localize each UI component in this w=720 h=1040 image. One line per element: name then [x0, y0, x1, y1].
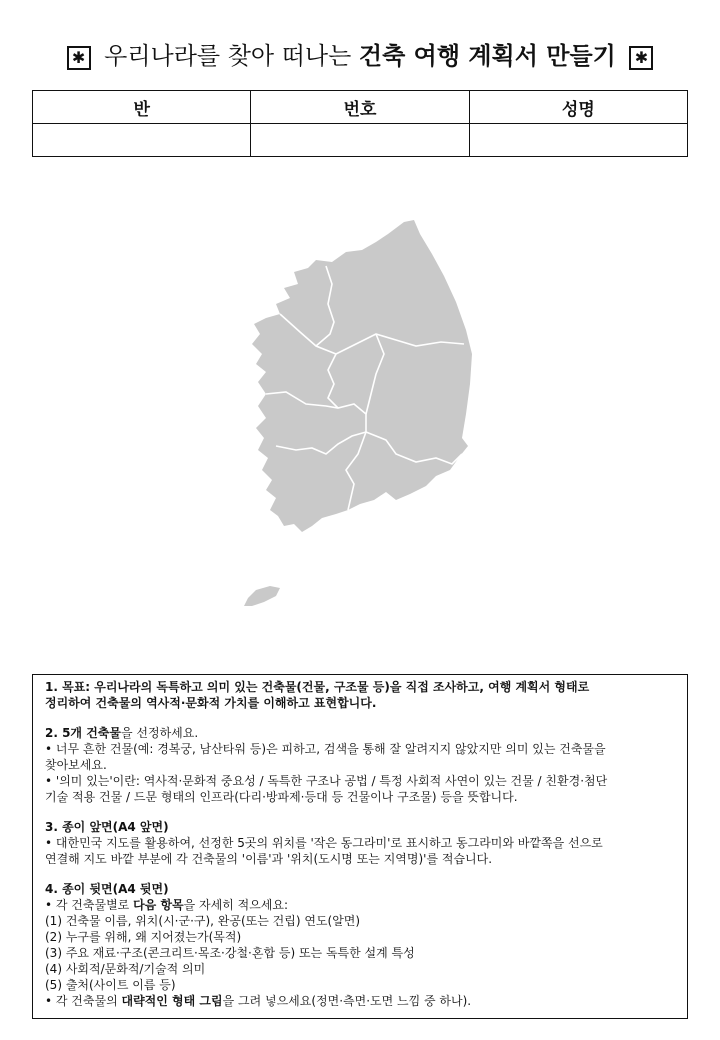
section-2-heading: 2. 5개 건축물을 선정하세요. — [45, 726, 199, 740]
section-2-bullet-cont: 찾아보세요. — [45, 758, 107, 772]
section-2-bullet: • '의미 있는'이란: 역사적·문화적 중요성 / 독특한 구조나 공법 / 특정 사회적 사연이 있는 건물 / 친환경·첨단 — [45, 774, 608, 788]
header-class: 반 — [33, 91, 251, 124]
table-header-row — [33, 91, 688, 124]
title-bold-text: 건축 여행 계획서 만들기 — [358, 42, 616, 70]
number-field[interactable] — [251, 124, 469, 157]
header-name: 성명 — [469, 91, 687, 124]
goal-heading-cont: 정리하여 건축물의 역사적·문화적 가치를 이해하고 표현합니다. — [45, 696, 377, 710]
section-2-bullet: • 너무 흔한 건물(예: 경복궁, 남산타워 등)은 피하고, 검색을 통해 잘 알려지지 않았지만 의미 있는 건축물을 — [45, 742, 606, 756]
table-input-row — [33, 124, 688, 157]
section-3-bullet: • 대한민국 지도를 활용하여, 선정한 5곳의 위치를 '작은 동그라미'로 표시하고 동그라미와 바깥쪽을 선으로 — [45, 836, 603, 850]
korea-map — [236, 214, 476, 614]
list-item: (3) 주요 재료·구조(콘크리트·목조·강철·혼합 등) 또는 독특한 설계 특성 — [45, 946, 415, 960]
section-3-heading: 3. 종이 앞면(A4 앞면) — [45, 820, 169, 834]
header-number: 번호 — [251, 91, 469, 124]
section-4-intro: • 각 건축물별로 다음 항목을 자세히 적으세요: — [45, 898, 289, 912]
page-title — [0, 38, 720, 74]
korea-mainland — [252, 220, 472, 532]
student-info-table — [32, 90, 688, 157]
list-item: (5) 출처(사이트 이름 등) — [45, 978, 176, 992]
asterisk-box-icon: ✱ — [67, 46, 91, 70]
list-item: (4) 사회적/문화적/기술적 의미 — [45, 962, 206, 976]
section-4-heading: 4. 종이 뒷면(A4 뒷면) — [45, 882, 169, 896]
name-field[interactable] — [469, 124, 687, 157]
asterisk-box-icon: ✱ — [629, 46, 653, 70]
title-normal-text: 우리나라를 찾아 떠나는 — [104, 42, 352, 70]
section-2-bullet-cont: 기술 적용 건물 / 드문 형태의 인프라(다리·방파제·등대 등 건물이나 구조물) 등을 뜻합니다. — [45, 790, 518, 804]
jeju-island — [244, 586, 280, 606]
list-item: (1) 건축물 이름, 위치(시·군·구), 완공(또는 건립) 연도(알면) — [45, 914, 361, 928]
section-3-bullet-cont: 연결해 지도 바깥 부분에 각 건축물의 '이름'과 '위치(도시명 또는 지역명)'를 적습니다. — [45, 852, 493, 866]
list-item: (2) 누구를 위해, 왜 지어졌는가(목적) — [45, 930, 242, 944]
section-4-last: • 각 건축물의 대략적인 형태 그림을 그려 넣으세요(정면·측면·도면 느낌 중 하나). — [45, 994, 472, 1008]
goal-heading: 1. 목표: 우리나라의 독특하고 의미 있는 건축물(건물, 구조물 등)을 직접 조사하고, 여행 계획서 형태로 — [45, 680, 590, 694]
instructions-box — [32, 674, 688, 1019]
class-field[interactable] — [33, 124, 251, 157]
